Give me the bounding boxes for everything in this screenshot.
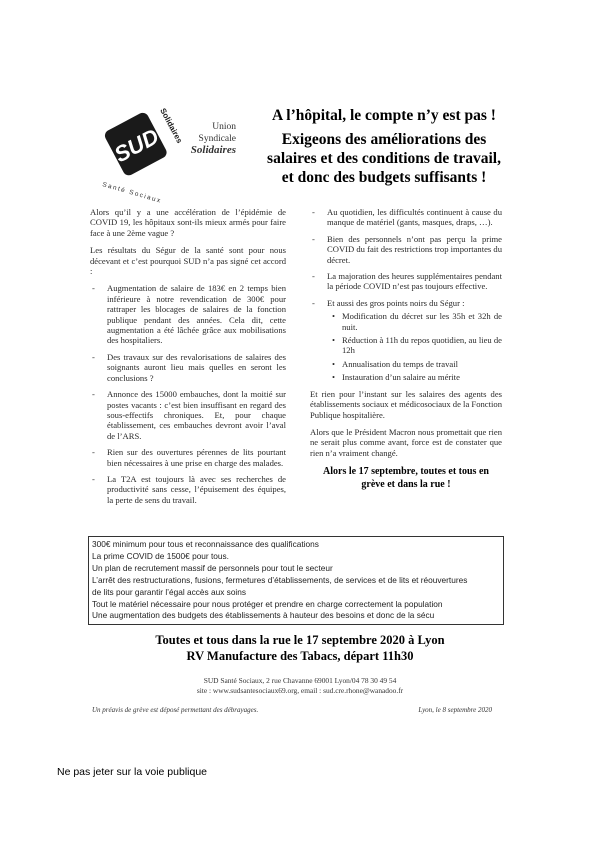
strike-notice: Un préavis de grève est déposé permettant des débrayages.: [92, 706, 259, 714]
sub-list-item: • Instauration d’un salaire au mérite: [310, 372, 502, 382]
sub-list-item: • Réduction à 11h du repos quotidien, au lieu de 12h: [310, 335, 502, 356]
strike-call-line1: Alors le 17 septembre, toutes et tous en: [323, 466, 489, 478]
list-item: - Bien des personnels n’ont pas perçu la prime COVID du fait des restrictions trop importantes du décret.: [310, 234, 502, 265]
difficulties-list: [310, 207, 502, 383]
union-line3: Solidaires: [190, 144, 236, 156]
list-item: - Des travaux sur des revalorisations de salaires des soignants auront lieu mais quelles en seront les conclusions ?: [90, 352, 286, 383]
demand-item: Un plan de recrutement massif de personnels pour tout le secteur: [92, 562, 333, 573]
lead-paragraph: Les résultats du Ségur de la santé sont pour nous décevant et c’est pourquoi SUD n’a pas signé cet accord :: [90, 245, 286, 277]
demand-item: Tout le matériel nécessaire pour nous protéger et prendre en charge correctement la population: [92, 598, 443, 609]
strike-call: [310, 465, 502, 491]
contact-info: [80, 676, 520, 696]
segur-points-list: [310, 311, 502, 382]
list-item: - La majoration des heures supplémentaires pendant la période COVID n’est pas toujours effective.: [310, 271, 502, 292]
union-syndicale-label: [176, 122, 236, 157]
headline: A l’hôpital, le compte n’y est pas !: [272, 107, 496, 124]
list-item: [310, 298, 502, 383]
rally-line2: RV Manufacture des Tabacs, départ 11h30: [186, 648, 414, 663]
demand-item: L’arrêt des restructurations, fusions, fermetures d’établissements, de services et de lits et réouvertures: [92, 574, 468, 585]
page-title: [236, 106, 532, 187]
footnote: [92, 706, 492, 714]
medico-social-paragraph: Et rien pour l’instant sur les salaires des agents des établissements sociaux et médicosociaux de la Fonction Publique hospitalière.: [310, 388, 502, 420]
intro-paragraph: Alors qu’il y a une accélération de l’épidémie de COVID 19, les hôpitaux sont-ils mieux armés pour faire face à une 2ème vague ?: [90, 207, 286, 238]
list-item: - Au quotidien, les difficultés continuent à cause du manque de matériel (gants, masques, draps, …).: [310, 207, 502, 228]
demand-item: Une augmentation des budgets des établissements à hauteur des besoins et donc de la sécu: [92, 610, 435, 621]
logo-side-text: Solidaires: [158, 106, 185, 145]
disposal-notice: Ne pas jeter sur la voie publique: [57, 766, 208, 778]
list-item: - La T2A est toujours là avec ses recherches de productivité sans cesse, l’épuisement des équipes, la perte de sens du travail.: [90, 474, 286, 505]
subtitle-line2: salaires et des conditions de travail,: [267, 150, 501, 167]
rally-heading: [80, 633, 520, 664]
right-column: [310, 207, 502, 491]
demand-item: 300€ minimum pour tous et reconnaissance des qualifications: [92, 539, 319, 549]
document-date: Lyon, le 8 septembre 2020: [418, 706, 492, 714]
rally-line1: Toutes et tous dans la rue le 17 septembre 2020 à Lyon: [155, 633, 445, 647]
list-item-label: Et aussi des gros points noirs du Ségur :: [327, 297, 465, 308]
demands-box: [88, 536, 504, 625]
demand-item: La prime COVID de 1500€ pour tous.: [92, 550, 229, 561]
contact-address: SUD Santé Sociaux, 2 rue Chavanne 69001 Lyon/04 78 30 49 54: [203, 676, 397, 685]
sub-list-item: • Annualisation du temps de travail: [310, 359, 502, 369]
subtitle-line1: Exigeons des améliorations des: [281, 131, 487, 148]
list-item: - Augmentation de salaire de 183€ en 2 temps bien inférieure à notre revendication de 300€ pour rattraper les blocages de salaires de la fonction publique pendant des années. Cela dit, cette augmentation a été lâchée grâce aux mobilisations des hospitaliers.: [90, 283, 286, 345]
sud-logo: [98, 100, 185, 205]
logo-main-text: SUD: [110, 123, 163, 168]
sub-list-item: • Modification du décret sur les 35h et 32h de nuit.: [310, 311, 502, 332]
list-item: - Rien sur des ouvertures pérennes de lits pourtant bien nécessaires à une prise en charge des malades.: [90, 447, 286, 468]
left-column: [90, 207, 286, 511]
macron-paragraph: Alors que le Président Macron nous promettait que rien ne serait plus comme avant, force est de constater que rien n’a vraiment changé.: [310, 426, 502, 458]
strike-call-line2: grève et dans la rue !: [361, 479, 451, 491]
union-line2: Syndicale: [198, 133, 236, 144]
logo-bottom-text: Santé Sociaux: [101, 181, 163, 205]
union-line1: Union: [212, 122, 236, 132]
demand-item: de lits pour garantir l’égal accès aux soins: [92, 586, 247, 597]
list-item: - Annonce des 15000 embauches, dont la moitié sur postes vacants : c’est bien insuffisant en regard des sous-effectifs chroniques. Et, pour chaque établissement, ces embauches devront avoir l’aval de l’ARS.: [90, 389, 286, 441]
segur-criticism-list: [90, 283, 286, 505]
subtitle-line3: et donc des budgets suffisants !: [281, 169, 487, 186]
contact-web: site : www.sudsantesociaux69.org, email : sud.cre.rhone@wanadoo.fr: [196, 686, 404, 695]
